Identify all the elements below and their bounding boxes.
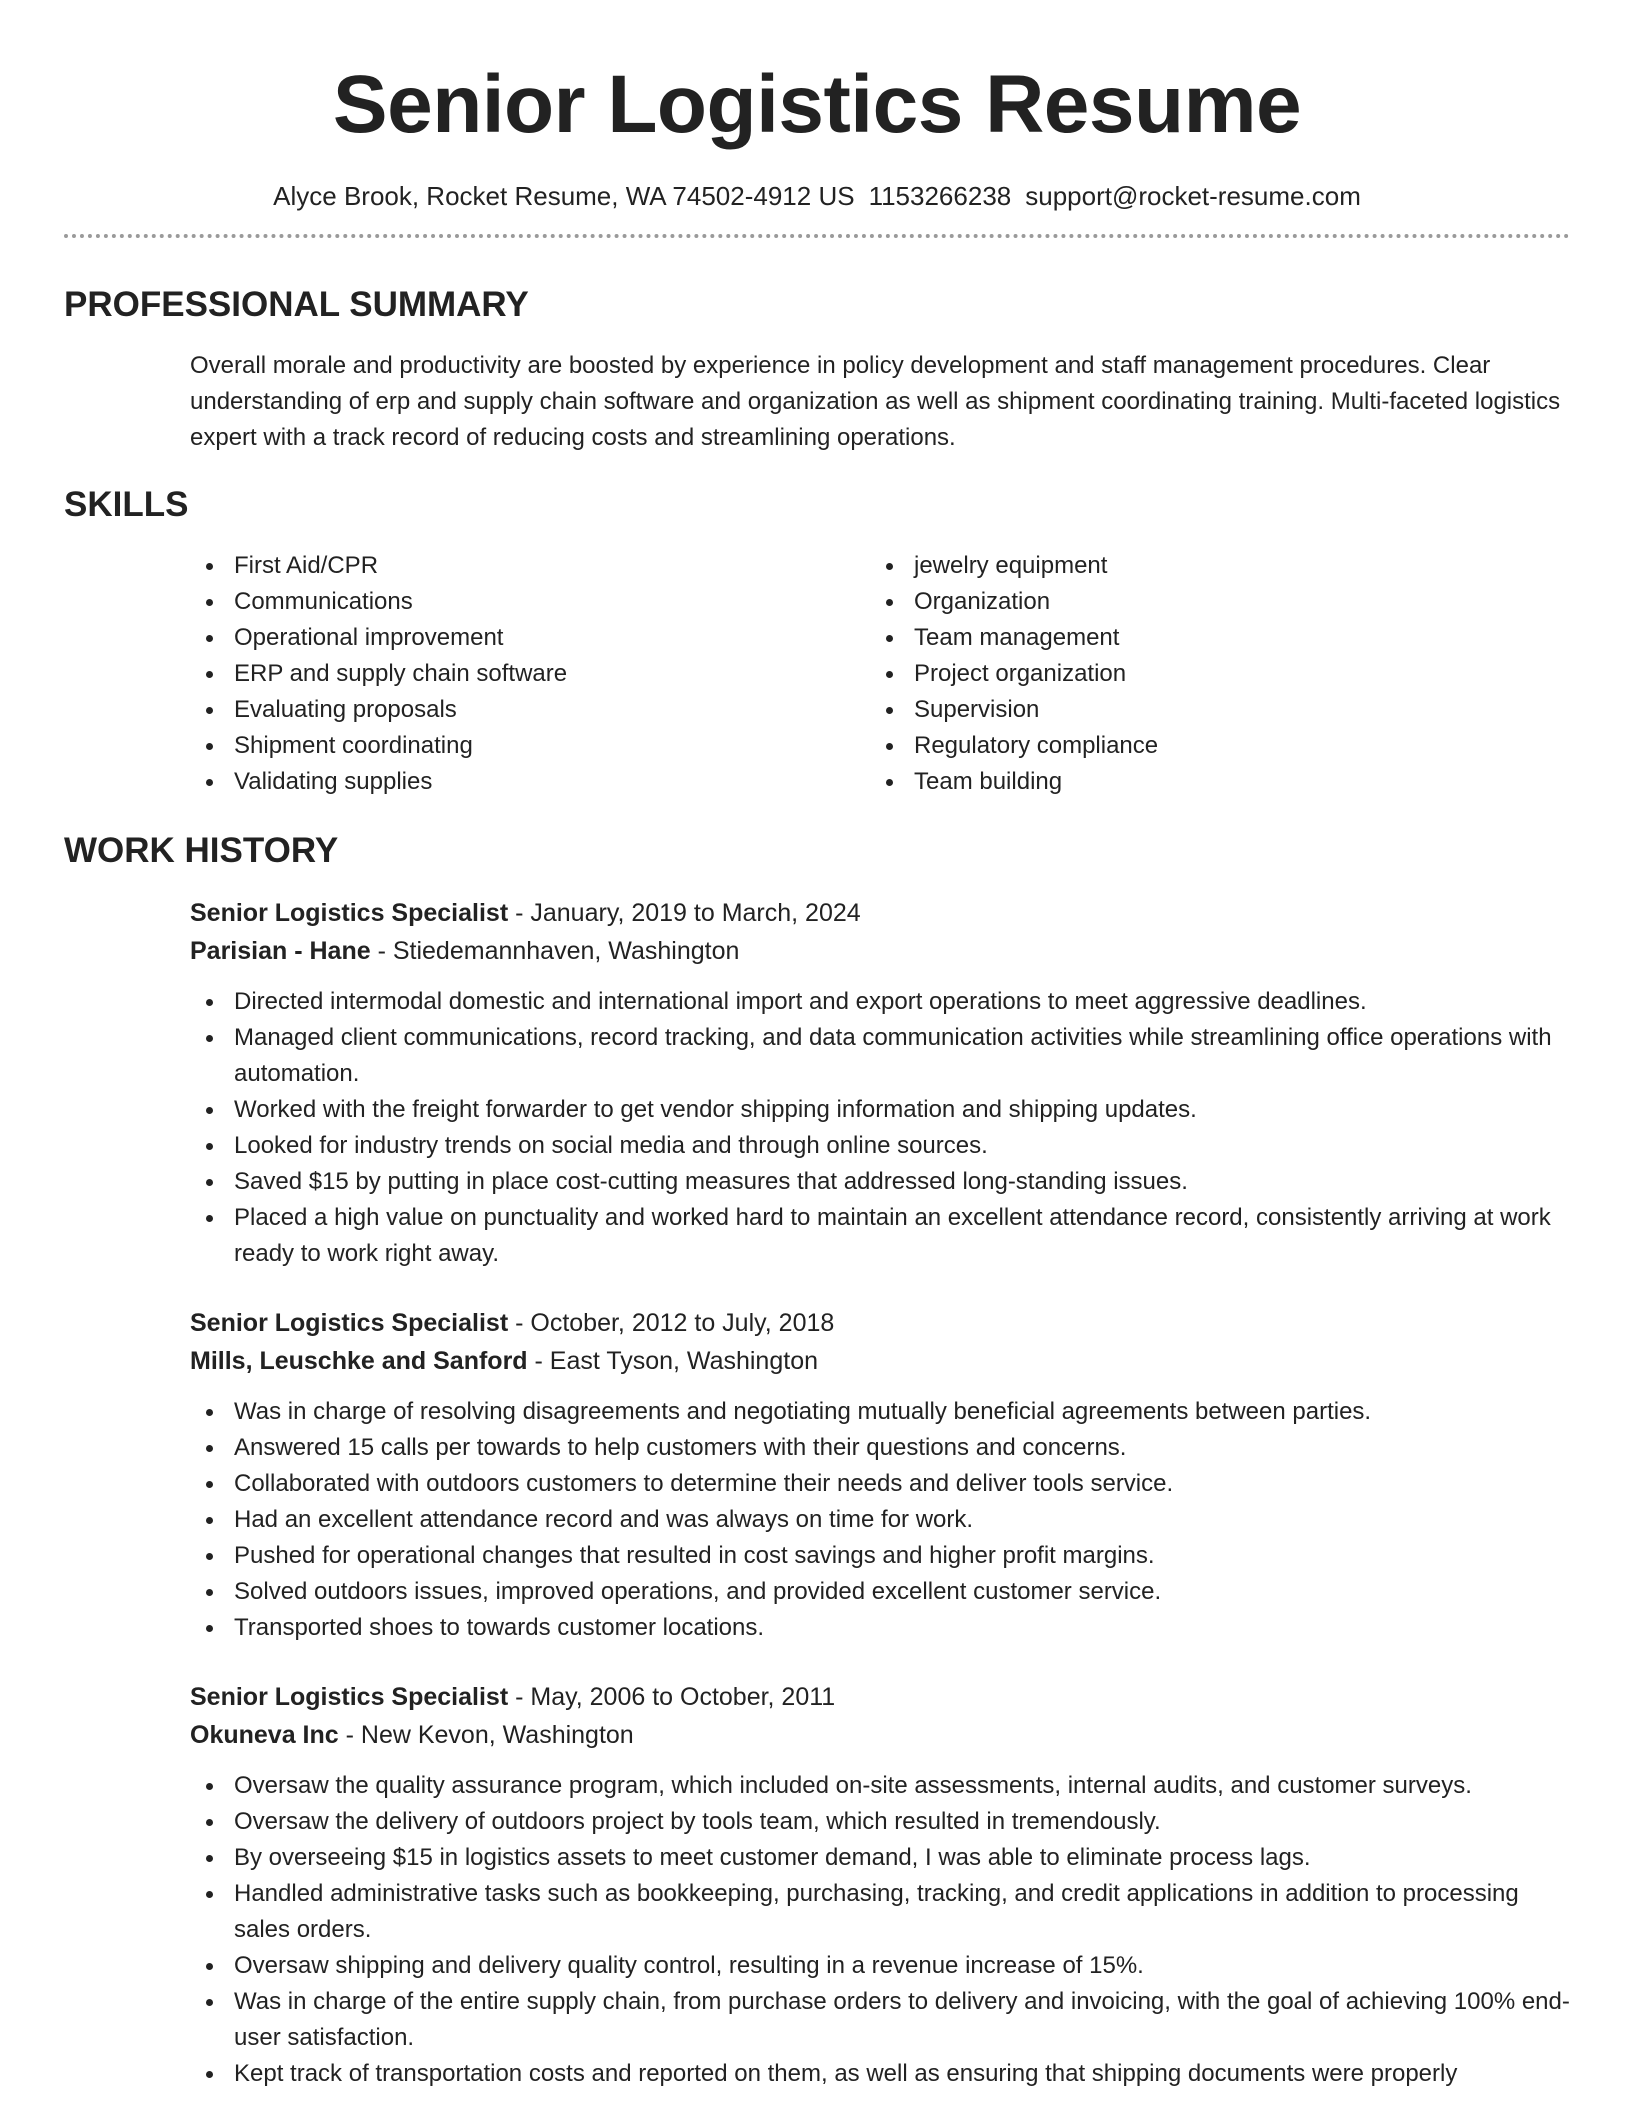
summary-heading: PROFESSIONAL SUMMARY — [64, 285, 529, 324]
duty-item: Collaborated with outdoors customers to determine their needs and deliver tools service. — [190, 1466, 1570, 1502]
duty-item: Pushed for operational changes that resulted in cost savings and higher profit margins. — [190, 1538, 1570, 1574]
job-title-line — [190, 1304, 1570, 1342]
work-history-heading: WORK HISTORY — [64, 831, 339, 870]
job-company-line — [190, 1716, 1570, 1754]
job-title-line — [190, 1678, 1570, 1716]
job-title: Senior Logistics Specialist — [190, 1309, 509, 1337]
summary-text: Overall morale and productivity are boosted by experience in policy development and staff management procedures. Clear understanding of erp and supply chain software and organization as well as shipment coordinating training. Multi-faceted logistics expert with a track record of reducing costs and streamlining operations. — [190, 352, 1561, 451]
contact-info — [64, 180, 1570, 212]
job-entry — [190, 894, 1570, 1272]
duty-item: Oversaw the delivery of outdoors project by tools team, which resulted in tremendously. — [190, 1804, 1570, 1840]
duty-item: By overseeing $15 in logistics assets to meet customer demand, I was able to eliminate process lags. — [190, 1840, 1570, 1876]
skill-item: jewelry equipment — [870, 548, 1550, 584]
skill-item: First Aid/CPR — [190, 548, 870, 584]
job-entry — [190, 1304, 1570, 1646]
job-company: Parisian - Hane — [190, 937, 371, 965]
job-duties — [190, 984, 1570, 1272]
duty-item: Solved outdoors issues, improved operations, and provided excellent customer service. — [190, 1574, 1570, 1610]
contact-address: Alyce Brook, Rocket Resume, WA 74502-4912 US — [273, 181, 855, 211]
duty-item: Had an excellent attendance record and was always on time for work. — [190, 1502, 1570, 1538]
job-title: Senior Logistics Specialist — [190, 899, 509, 927]
skill-item: Project organization — [870, 656, 1550, 692]
job-company: Okuneva Inc — [190, 1721, 339, 1749]
duty-item: Was in charge of the entire supply chain, from purchase orders to delivery and invoicing, with the goal of achieving 100% end-user satisfaction. — [190, 1984, 1570, 2056]
job-entry — [190, 1678, 1570, 2092]
job-duties — [190, 1394, 1570, 1646]
skills-column-right — [870, 548, 1550, 800]
skill-item: Validating supplies — [190, 764, 870, 800]
skill-item: Team building — [870, 764, 1550, 800]
skill-item: Shipment coordinating — [190, 728, 870, 764]
duty-item: Managed client communications, record tracking, and data communication activities while streamlining office operations with automation. — [190, 1020, 1570, 1092]
duty-item: Oversaw the quality assurance program, which included on-site assessments, internal audits, and customer surveys. — [190, 1768, 1570, 1804]
contact-phone: 1153266238 — [868, 181, 1012, 211]
skill-item: Team management — [870, 620, 1550, 656]
header-divider — [64, 234, 1570, 238]
job-company-line — [190, 1342, 1570, 1380]
job-duties — [190, 1768, 1570, 2092]
duty-item: Kept track of transportation costs and reported on them, as well as ensuring that shipping documents were properly — [190, 2056, 1570, 2092]
duty-item: Worked with the freight forwarder to get vendor shipping information and shipping updates. — [190, 1092, 1570, 1128]
job-company: Mills, Leuschke and Sanford — [190, 1347, 528, 1375]
job-title: Senior Logistics Specialist — [190, 1683, 509, 1711]
job-dates: - October, 2012 to July, 2018 — [508, 1309, 835, 1337]
job-location: - Stiedemannhaven, Washington — [370, 937, 740, 965]
job-dates: - January, 2019 to March, 2024 — [508, 899, 861, 927]
skills-list — [190, 548, 1570, 800]
skills-heading: SKILLS — [64, 485, 189, 524]
skills-column-left — [190, 548, 870, 800]
page-title: Senior Logistics Resume — [332, 59, 1302, 150]
duty-item: Transported shoes to towards customer locations. — [190, 1610, 1570, 1646]
job-title-line — [190, 894, 1570, 932]
duty-item: Was in charge of resolving disagreements and negotiating mutually beneficial agreements between parties. — [190, 1394, 1570, 1430]
duty-item: Directed intermodal domestic and international import and export operations to meet aggressive deadlines. — [190, 984, 1570, 1020]
duty-item: Looked for industry trends on social media and through online sources. — [190, 1128, 1570, 1164]
job-location: - New Kevon, Washington — [338, 1721, 634, 1749]
duty-item: Answered 15 calls per towards to help customers with their questions and concerns. — [190, 1430, 1570, 1466]
skill-item: Evaluating proposals — [190, 692, 870, 728]
contact-email: support@rocket-resume.com — [1025, 181, 1361, 211]
resume-page — [64, 0, 1570, 2092]
skill-item: Communications — [190, 584, 870, 620]
duty-item: Handled administrative tasks such as bookkeeping, purchasing, tracking, and credit applications in addition to processing sales orders. — [190, 1876, 1570, 1948]
duty-item: Placed a high value on punctuality and worked hard to maintain an excellent attendance record, consistently arriving at work ready to work right away. — [190, 1200, 1570, 1272]
duty-item: Oversaw shipping and delivery quality control, resulting in a revenue increase of 15%. — [190, 1948, 1570, 1984]
skill-item: Supervision — [870, 692, 1550, 728]
skill-item: ERP and supply chain software — [190, 656, 870, 692]
job-location: - East Tyson, Washington — [527, 1347, 818, 1375]
job-dates: - May, 2006 to October, 2011 — [508, 1683, 836, 1711]
duty-item: Saved $15 by putting in place cost-cutting measures that addressed long-standing issues. — [190, 1164, 1570, 1200]
skill-item: Operational improvement — [190, 620, 870, 656]
job-company-line — [190, 932, 1570, 970]
skill-item: Regulatory compliance — [870, 728, 1550, 764]
skill-item: Organization — [870, 584, 1550, 620]
